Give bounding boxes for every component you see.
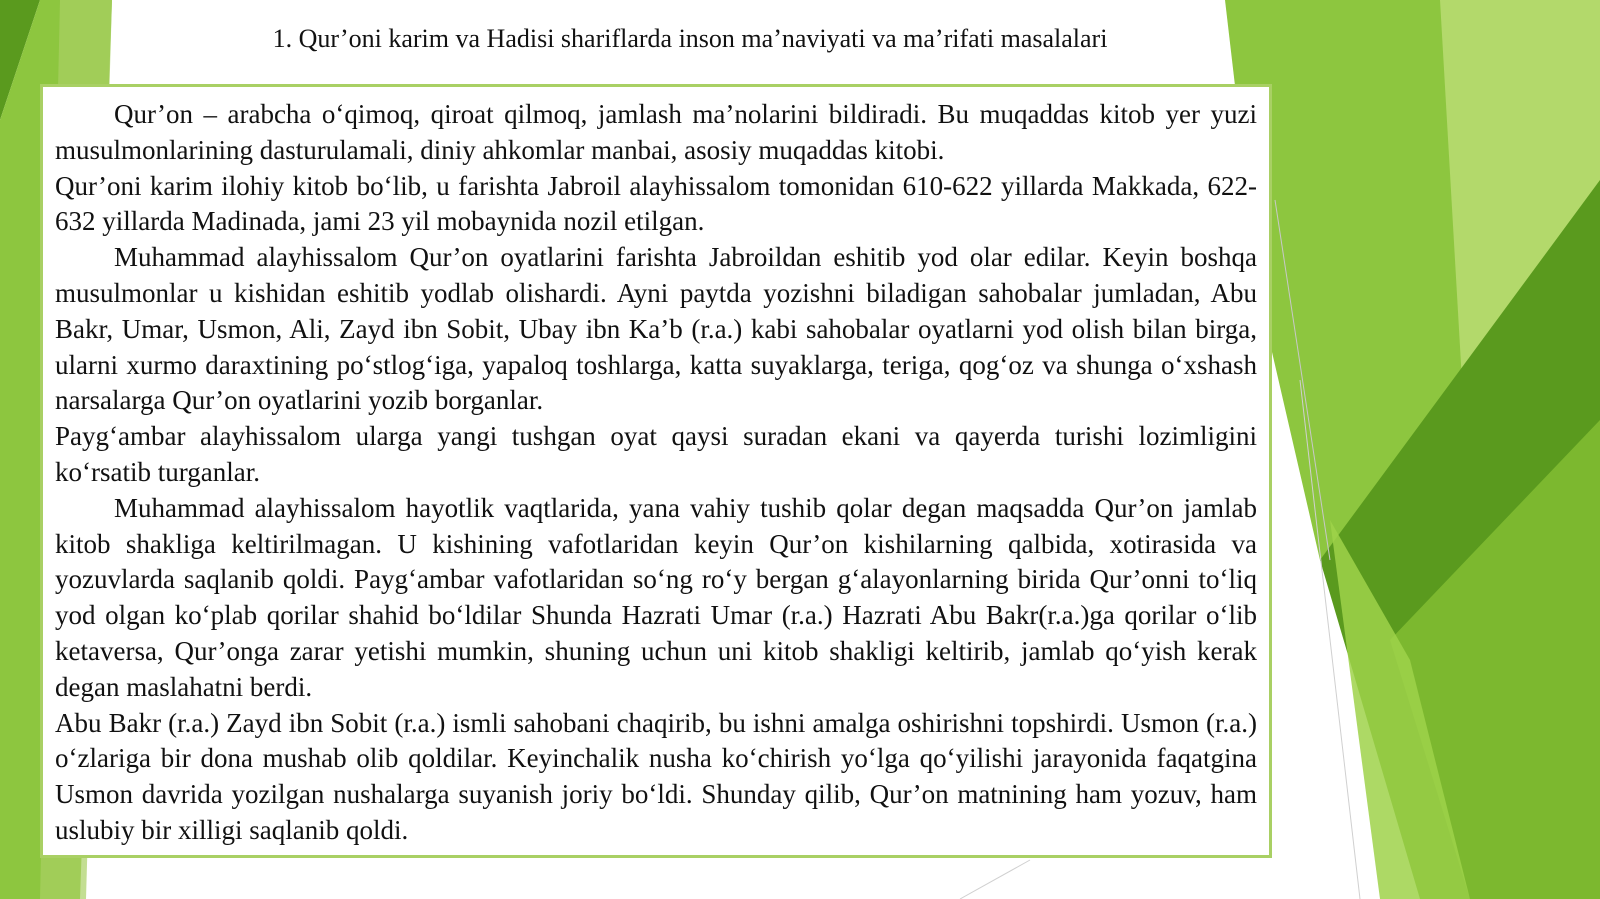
slide-title: 1. Qur’oni karim va Hadisi shariflarda inson ma’naviyati va ma’rifati masalalari xyxy=(272,24,1108,53)
paragraph-4: Payg‘ambar alayhissalom ularga yangi tushgan oyat qaysi suradan ekani va qayerda turishi lozimligini ko‘rsatib turganlar. xyxy=(55,421,1257,487)
paragraph-6: Abu Bakr (r.a.) Zayd ibn Sobit (r.a.) ismli sahobani chaqirib, bu ishni amalga oshirishni topshirdi. Usmon (r.a.) o‘zlariga bir dona mushab olib qoldilar. Keyinchalik nusha ko‘chirish yo‘lga qo‘yilishi jarayonida faqatgina Usmon davrida yozilgan nushalarga suyanish joriy bo‘ldi. Shunday qilib, Qur’on matnining ham yozuv, ham uslubiy bir xilligi saqlanib qoldi. xyxy=(55,707,1257,845)
bottom-thin-line xyxy=(960,860,1030,899)
paragraph-1: Qur’on – arabcha o‘qimoq, qiroat qilmoq, jamlash ma’nolarini bildiradi. Bu muqaddas kitob yer yuzi musulmonlarining dasturulamali, diniy ahkomlar manbai, asosiy muqaddas kitobi. xyxy=(55,99,1257,165)
paragraph-2: Qur’oni karim ilohiy kitob bo‘lib, u farishta Jabroil alayhissalom tomonidan 610-622 yillarda Makkada, 622-632 yillarda Madinada, jami 23 yil mobaynida nozil etilgan. xyxy=(55,170,1257,237)
paragraph-5: Muhammad alayhissalom hayotlik vaqtlarida, yana vahiy tushib qolar degan maqsadda Qur’on jamlab kitob shakliga keltirilmagan. U kishining vafotlaridan keyin Qur’on kishilarning qalbida, xotirasida va yozuvlarda saqlanib qoldi. Payg‘ambar vafotlaridan so‘ng ro‘y bergan g‘alayonlarning birida Qur’onni to‘liq yod olgan ko‘plab qorilar shahid bo‘ldilar Shunda Hazrati Umar (r.a.) Hazrati Abu Bakr(r.a.)ga qorilar o‘lib ketaversa, Qur’onga zarar yetishi mumkin, shuning uchun uni kitob shakligi keltirib, jamlab qo‘yish kerak degan maslahatni berdi. xyxy=(55,492,1257,702)
paragraph-3: Muhammad alayhissalom Qur’on oyatlarini farishta Jabroildan eshitib yod olar edilar. Keyin boshqa musulmonlar u kishidan eshitib yodlab olishardi. Ayni paytda yozishni biladigan sahobalar jumladan, Abu Bakr, Umar, Usmon, Ali, Zayd ibn Sobit, Ubay ibn Ka’b (r.a.) kabi sahobalar oyatlarni yod olish bilan birga, ularni xurmo daraxtining po‘stlog‘iga, yapaloq toshlarga, katta suyaklarga, teriga, qog‘oz va shunga o‘xshash narsalarga Qur’on oyatlarini yozib borganlar. xyxy=(55,242,1257,416)
content-box xyxy=(40,84,1272,858)
